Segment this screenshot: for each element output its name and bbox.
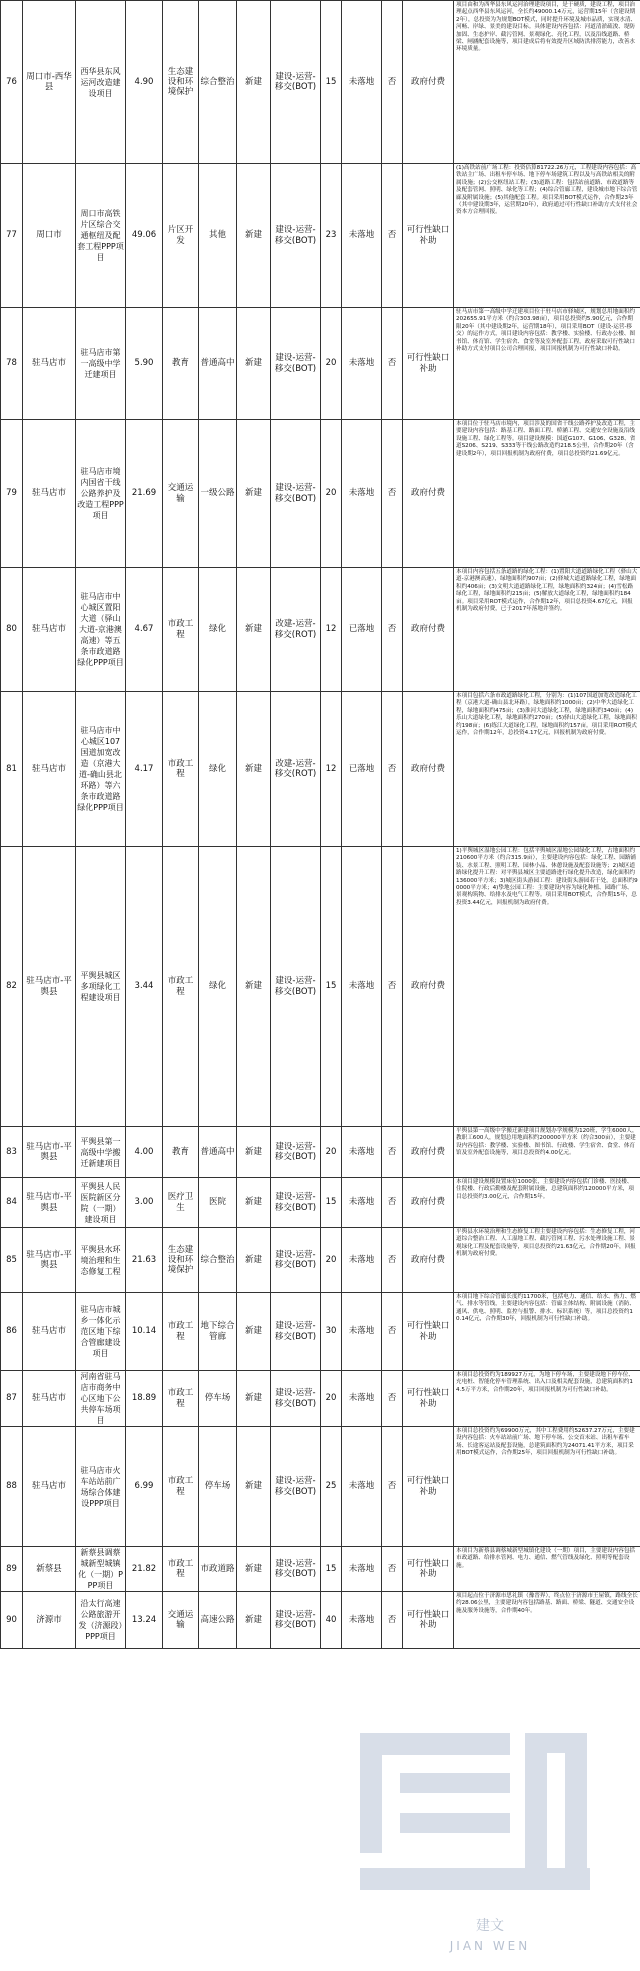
investment-cell: 3.44 xyxy=(126,847,163,1127)
payment-mechanism-cell: 政府付费 xyxy=(403,568,454,692)
state-owned-cell: 否 xyxy=(382,164,403,308)
state-owned-cell: 否 xyxy=(382,1228,403,1293)
field-cell: 市政工程 xyxy=(163,1547,199,1592)
row-number: 79 xyxy=(1,420,23,568)
cooperation-years-cell: 20 xyxy=(321,420,342,568)
landing-status-cell: 已落地 xyxy=(342,568,382,692)
payment-mechanism-cell: 可行性缺口补助 xyxy=(403,164,454,308)
table-row xyxy=(1,1427,640,1547)
cooperation-years-cell: 20 xyxy=(321,1127,342,1178)
state-owned-cell: 否 xyxy=(382,1547,403,1592)
cooperation-years-cell: 30 xyxy=(321,1293,342,1371)
cooperation-years-cell: 15 xyxy=(321,1178,342,1228)
state-owned-cell: 否 xyxy=(382,1178,403,1228)
payment-mechanism-cell: 政府付费 xyxy=(403,692,454,847)
field-cell: 市政工程 xyxy=(163,847,199,1127)
row-number: 85 xyxy=(1,1228,23,1293)
project-name-cell: 平舆县城区多项绿化工程建设项目 xyxy=(76,847,126,1127)
project-description-cell: 本项目位于驻马店市境内，项目涉及的国省干线公路养护及改造工程，主要建设内容包括：路基工程、路面工程、桥涵工程、交通安全设施及沿线设施工程、绿化工程等。项目建设规模：国道G107、G106、G328、省道S206、S219、S333等干线公路改造约218.5公里，合作期20年（含建设期2年），项目回报机制为政府付费，项目总投资约21.69亿元。 xyxy=(454,420,640,568)
project-name-cell: 平舆县人民医院新区分院（一期）建设项目 xyxy=(76,1178,126,1228)
field-cell: 医疗卫生 xyxy=(163,1178,199,1228)
operation-mode-cell: 建设-运营-移交(BOT) xyxy=(271,1371,321,1427)
project-description-cell: 驻马店市第一高级中学迁建项目位于驻马店市驿城区，规划总用地面积约202655.91平方米（约合303.98亩），项目总投资约5.90亿元，合作期限20年（其中建设期2年，运营期18年），项目采用BOT（建设-运营-移交）的运作方式，项目建设内容包括：教学楼、实验楼、行政办公楼、图书馆、体育馆、学生宿舍、食堂等及室外配套工程，政府采取可行性缺口补助方式支付项目公司合理回报，项目回报机制为可行性缺口补助。 xyxy=(454,308,640,420)
payment-mechanism-cell: 可行性缺口补助 xyxy=(403,308,454,420)
project-description-cell: 本项目总投资约为189927万元，为地下停车场，主要建设地下停车位、充电桩、智能化停车管理系统、出入口及相关配套设施，总建筑面积约14.5万平方米，合作期20年，项目回报机制为可行性缺口补助。 xyxy=(454,1371,640,1427)
city-cell: 新蔡县 xyxy=(23,1547,76,1592)
project-type-cell: 新建 xyxy=(237,1293,271,1371)
subfield-cell: 其他 xyxy=(199,164,237,308)
subfield-cell: 绿化 xyxy=(199,568,237,692)
state-owned-cell: 否 xyxy=(382,1427,403,1547)
operation-mode-cell: 建设-运营-移交(BOT) xyxy=(271,1293,321,1371)
operation-mode-cell: 建设-运营-移交(BOT) xyxy=(271,420,321,568)
table-row xyxy=(1,1592,640,1649)
field-cell: 生态建设和环境保护 xyxy=(163,1,199,164)
subfield-cell: 停车场 xyxy=(199,1427,237,1547)
row-number: 77 xyxy=(1,164,23,308)
operation-mode-cell: 建设-运营-移交(BOT) xyxy=(271,1127,321,1178)
watermark-subtext: JIAN WEN xyxy=(449,1939,531,1953)
city-cell: 驻马店市-平舆县 xyxy=(23,1228,76,1293)
project-type-cell: 新建 xyxy=(237,1228,271,1293)
investment-cell: 3.00 xyxy=(126,1178,163,1228)
landing-status-cell: 未落地 xyxy=(342,847,382,1127)
payment-mechanism-cell: 政府付费 xyxy=(403,1178,454,1228)
cooperation-years-cell: 15 xyxy=(321,1547,342,1592)
subfield-cell: 停车场 xyxy=(199,1371,237,1427)
project-name-cell: 驻马店市第一高级中学迁建项目 xyxy=(76,308,126,420)
subfield-cell: 普通高中 xyxy=(199,308,237,420)
row-number: 82 xyxy=(1,847,23,1127)
table-row xyxy=(1,847,640,1127)
project-type-cell: 新建 xyxy=(237,1547,271,1592)
table-row xyxy=(1,164,640,308)
field-cell: 生态建设和环境保护 xyxy=(163,1228,199,1293)
table-row xyxy=(1,1371,640,1427)
cooperation-years-cell: 40 xyxy=(321,1592,342,1649)
investment-cell: 49.06 xyxy=(126,164,163,308)
operation-mode-cell: 建设-运营-移交(BOT) xyxy=(271,1427,321,1547)
city-cell: 驻马店市 xyxy=(23,308,76,420)
project-name-cell: 西华县东风运河改造建设项目 xyxy=(76,1,126,164)
state-owned-cell: 否 xyxy=(382,1293,403,1371)
landing-status-cell: 未落地 xyxy=(342,308,382,420)
state-owned-cell: 否 xyxy=(382,1371,403,1427)
project-name-cell: 新蔡县调蔡城新型城镇化（一期）PPP项目 xyxy=(76,1547,126,1592)
state-owned-cell: 否 xyxy=(382,1,403,164)
field-cell: 交通运输 xyxy=(163,420,199,568)
row-number: 78 xyxy=(1,308,23,420)
project-type-cell: 新建 xyxy=(237,420,271,568)
project-name-cell: 驻马店市中心城区置阳大道（驿山大道-京港澳高速）等五条市政道路绿化PPP项目 xyxy=(76,568,126,692)
landing-status-cell: 未落地 xyxy=(342,164,382,308)
project-name-cell: 河南省驻马店市商务中心区地下公共停车场项目 xyxy=(76,1371,126,1427)
row-number: 80 xyxy=(1,568,23,692)
operation-mode-cell: 建设-运营-移交(BOT) xyxy=(271,847,321,1127)
cooperation-years-cell: 12 xyxy=(321,692,342,847)
row-number: 83 xyxy=(1,1127,23,1178)
city-cell: 驻马店市 xyxy=(23,1371,76,1427)
investment-cell: 4.17 xyxy=(126,692,163,847)
city-cell: 济源市 xyxy=(23,1592,76,1649)
subfield-cell: 综合整治 xyxy=(199,1228,237,1293)
row-number: 88 xyxy=(1,1427,23,1547)
payment-mechanism-cell: 可行性缺口补助 xyxy=(403,1547,454,1592)
investment-cell: 21.69 xyxy=(126,420,163,568)
project-type-cell: 新建 xyxy=(237,164,271,308)
landing-status-cell: 未落地 xyxy=(342,1427,382,1547)
subfield-cell: 医院 xyxy=(199,1178,237,1228)
payment-mechanism-cell: 政府付费 xyxy=(403,1228,454,1293)
city-cell: 周口市 xyxy=(23,164,76,308)
project-type-cell: 新建 xyxy=(237,847,271,1127)
subfield-cell: 普通高中 xyxy=(199,1127,237,1178)
city-cell: 驻马店市-平舆县 xyxy=(23,1178,76,1228)
payment-mechanism-cell: 可行性缺口补助 xyxy=(403,1293,454,1371)
project-type-cell: 新建 xyxy=(237,1592,271,1649)
table-row xyxy=(1,1547,640,1592)
project-name-cell: 沿太行高速公路旅游开发（济源段）PPP项目 xyxy=(76,1592,126,1649)
field-cell: 交通运输 xyxy=(163,1592,199,1649)
operation-mode-cell: 建设-运营-移交(BOT) xyxy=(271,1178,321,1228)
project-description-cell: 本项目包括六条市政道路绿化工程，分别为：(1)107国道加宽改造绿化工程（京港大道-确山县北环路），绿地面积约1000亩；(2)中华大道绿化工程，绿地面积约475亩；(3)淮河大道绿化工程，绿地面积约340亩；(4)乐山大道绿化工程，绿地面积约270亩；(5)驿山大道绿化工程，绿地面积约198亩；(6)练江大道绿化工程，绿地面积约157亩。项目采用ROT模式运作，合作期12年，总投资4.17亿元，回报机制为政府付费。 xyxy=(454,692,640,847)
operation-mode-cell: 改建-运营-移交(ROT) xyxy=(271,568,321,692)
table-row xyxy=(1,568,640,692)
landing-status-cell: 已落地 xyxy=(342,692,382,847)
project-description-cell: 项目由和为西华县东风运河治理建设项目，是于硬质，建设工程，项目治理起点西华县东风运河，全长约49000.14万元，运营期15年（含建设期2年），总投资为为规划BOT模式，同时提升环境及城市品质，实现水清、河畅、岸绿、景美的建设目标。具体建设内容包括：河道清淤疏浚、堤防加固、生态护岸、截污管网、景观绿化、亮化工程，以及沿线道路、桥梁、闸涵配套设施等，项目建成后将有效提升区域防洪排涝能力，改善水环境质量。 xyxy=(454,1,640,164)
field-cell: 教育 xyxy=(163,308,199,420)
landing-status-cell: 未落地 xyxy=(342,420,382,568)
field-cell: 教育 xyxy=(163,1127,199,1178)
table-row xyxy=(1,1127,640,1178)
state-owned-cell: 否 xyxy=(382,1127,403,1178)
landing-status-cell: 未落地 xyxy=(342,1371,382,1427)
row-number: 87 xyxy=(1,1371,23,1427)
city-cell: 驻马店市 xyxy=(23,1293,76,1371)
table-row xyxy=(1,1,640,164)
project-description-cell: 本项目为新蔡县调蔡城新型城镇化建设（一期）项目，主要建设内容包括市政道路、给排水管网、电力、通信、燃气管线及绿化、照明等配套设施。 xyxy=(454,1547,640,1592)
payment-mechanism-cell: 可行性缺口补助 xyxy=(403,1427,454,1547)
field-cell: 市政工程 xyxy=(163,1293,199,1371)
subfield-cell: 综合整治 xyxy=(199,1,237,164)
subfield-cell: 市政道路 xyxy=(199,1547,237,1592)
project-name-cell: 驻马店市火车站站前广场综合体建设PPP项目 xyxy=(76,1427,126,1547)
field-cell: 市政工程 xyxy=(163,1427,199,1547)
table-row xyxy=(1,1228,640,1293)
investment-cell: 13.24 xyxy=(126,1592,163,1649)
subfield-cell: 绿化 xyxy=(199,847,237,1127)
operation-mode-cell: 改建-运营-移交(ROT) xyxy=(271,692,321,847)
state-owned-cell: 否 xyxy=(382,692,403,847)
field-cell: 片区开发 xyxy=(163,164,199,308)
city-cell: 驻马店市 xyxy=(23,1427,76,1547)
state-owned-cell: 否 xyxy=(382,308,403,420)
landing-status-cell: 未落地 xyxy=(342,1547,382,1592)
project-description-cell: 平舆县第一高级中学搬迁新建项目规划办学规模为120班，学生6000人，教职工600人，规划总用地面积约200000平方米（约合300亩），主要建设内容包括：教学楼、实验楼、图书馆、行政楼、学生宿舍、食堂、体育馆及室外配套设施等，项目总投资约4.00亿元。 xyxy=(454,1127,640,1178)
investment-cell: 4.90 xyxy=(126,1,163,164)
row-number: 76 xyxy=(1,1,23,164)
city-cell: 周口市-西华县 xyxy=(23,1,76,164)
subfield-cell: 高速公路 xyxy=(199,1592,237,1649)
investment-cell: 4.00 xyxy=(126,1127,163,1178)
state-owned-cell: 否 xyxy=(382,1592,403,1649)
investment-cell: 21.63 xyxy=(126,1228,163,1293)
table-row xyxy=(1,308,640,420)
state-owned-cell: 否 xyxy=(382,420,403,568)
project-type-cell: 新建 xyxy=(237,1427,271,1547)
project-type-cell: 新建 xyxy=(237,1127,271,1178)
row-number: 84 xyxy=(1,1178,23,1228)
project-description-cell: 本项目地下综合管廊长度约11700米，包括电力、通信、给水、热力、燃气、排水等管线，主要建设内容包括：管廊主体结构、附属设施（消防、通风、供电、照明、监控与报警、排水、标识系统）等，项目总投资约10.14亿元，合作期30年，回报机制为可行性缺口补助。 xyxy=(454,1293,640,1371)
project-description-cell: 平舆县水环境治理和生态修复工程主要建设内容包括：生态修复工程，河道综合整治工程、人工湿地工程、截污管网工程、污水处理设施工程、景观绿化工程及配套设施等，项目总投资约21.63亿元，合作期20年，回报机制为政府付费。 xyxy=(454,1228,640,1293)
project-type-cell: 新建 xyxy=(237,692,271,847)
investment-cell: 21.82 xyxy=(126,1547,163,1592)
payment-mechanism-cell: 政府付费 xyxy=(403,1127,454,1178)
city-cell: 驻马店市-平舆县 xyxy=(23,847,76,1127)
landing-status-cell: 未落地 xyxy=(342,1178,382,1228)
table-row xyxy=(1,1293,640,1371)
cooperation-years-cell: 25 xyxy=(321,1427,342,1547)
cooperation-years-cell: 23 xyxy=(321,164,342,308)
payment-mechanism-cell: 政府付费 xyxy=(403,1,454,164)
project-name-cell: 驻马店市境内国省干线公路养护及改造工程PPP项目 xyxy=(76,420,126,568)
city-cell: 驻马店市 xyxy=(23,420,76,568)
investment-cell: 6.99 xyxy=(126,1427,163,1547)
project-name-cell: 周口市高铁片区综合交通枢纽及配套工程PPP项目 xyxy=(76,164,126,308)
landing-status-cell: 未落地 xyxy=(342,1228,382,1293)
row-number: 81 xyxy=(1,692,23,847)
payment-mechanism-cell: 政府付费 xyxy=(403,420,454,568)
project-name-cell: 平舆县水环境治理和生态修复工程 xyxy=(76,1228,126,1293)
project-description-cell: 本项目建设规模设置床位1000张，主要建设内容包括门诊楼、医技楼、住院楼、行政后勤楼及配套附属设施，总建筑面积约120000平方米，项目总投资约3.00亿元，合作期15年。 xyxy=(454,1178,640,1228)
table-row xyxy=(1,1178,640,1228)
watermark-logo xyxy=(340,1718,640,1958)
field-cell: 市政工程 xyxy=(163,568,199,692)
cooperation-years-cell: 20 xyxy=(321,308,342,420)
payment-mechanism-cell: 可行性缺口补助 xyxy=(403,1592,454,1649)
project-type-cell: 新建 xyxy=(237,308,271,420)
operation-mode-cell: 建设-运营-移交(BOT) xyxy=(271,1547,321,1592)
project-description-cell: 1)平舆城区湿地公园工程：包括平舆城区湿地公园绿化工程，占地面积约210600平方米（约合315.9亩），主要建设内容包括：绿化工程、园路铺装、水景工程、照明工程、园林小品、休憩设施及配套设施等；2)城区道路绿化提升工程：对平舆县城区主要道路进行绿化提升改造，绿化面积约136000平方米；3)城区街头游园工程：建设街头游园若干处，总面积约90000平方米；4)挚地公园工程：主要建设内容为绿化种植、园路广场、景观构筑物、给排水及电气工程等。项目采用BOT模式，合作期15年，总投资3.44亿元，回报机制为政府付费。 xyxy=(454,847,640,1127)
state-owned-cell: 否 xyxy=(382,568,403,692)
project-name-cell: 平舆县第一高级中学搬迁新建项目 xyxy=(76,1127,126,1178)
project-name-cell: 驻马店市中心城区107国道加宽改造（京港大道-确山县北环路）等六条市政道路绿化PPP项目 xyxy=(76,692,126,847)
project-type-cell: 新建 xyxy=(237,1,271,164)
field-cell: 市政工程 xyxy=(163,692,199,847)
landing-status-cell: 未落地 xyxy=(342,1293,382,1371)
operation-mode-cell: 建设-运营-移交(BOT) xyxy=(271,1228,321,1293)
state-owned-cell: 否 xyxy=(382,847,403,1127)
investment-cell: 5.90 xyxy=(126,308,163,420)
project-type-cell: 新建 xyxy=(237,1371,271,1427)
cooperation-years-cell: 15 xyxy=(321,1,342,164)
project-description-cell: 本项目总投资约为69900万元，其中工程费用约52637.27万元，主要建设内容包括：火车站站前广场、地下停车场、公交首末站、出租车蓄车场、长途客运站及配套设施，总建筑面积约为24071.41平方米，项目采用BOT模式运作，合作期25年，项目回报机制为可行性缺口补助。 xyxy=(454,1427,640,1547)
table-row xyxy=(1,692,640,847)
city-cell: 驻马店市 xyxy=(23,568,76,692)
table-row xyxy=(1,420,640,568)
table-body xyxy=(1,1,640,1649)
subfield-cell: 地下综合管廊 xyxy=(199,1293,237,1371)
landing-status-cell: 未落地 xyxy=(342,1127,382,1178)
operation-mode-cell: 建设-运营-移交(BOT) xyxy=(271,1592,321,1649)
subfield-cell: 一级公路 xyxy=(199,420,237,568)
cooperation-years-cell: 12 xyxy=(321,568,342,692)
row-number: 86 xyxy=(1,1293,23,1371)
city-cell: 驻马店市-平舆县 xyxy=(23,1127,76,1178)
cooperation-years-cell: 20 xyxy=(321,1371,342,1427)
row-number: 89 xyxy=(1,1547,23,1592)
project-type-cell: 新建 xyxy=(237,568,271,692)
operation-mode-cell: 建设-运营-移交(BOT) xyxy=(271,164,321,308)
project-description-cell: (1)高铁站前广场工程：投资估算81722.26万元，工程建设内容包括：高铁站主广场、出租车停车场、地下停车场建筑工程以及与高铁站相关的附属设施；(2)公交枢纽站工程；(3)道路工程：包括站前道路、市政道路等及配套管网、照明、绿化等工程；(4)综合管廊工程，建设城市地下综合管廊及附属设施；(5)其他配套工程。项目采用BOT模式运作，合作期23年（其中建设期3年，运营期20年），政府通过可行性缺口补助方式支付社会资本方合理回报。 xyxy=(454,164,640,308)
investment-cell: 10.14 xyxy=(126,1293,163,1371)
project-type-cell: 新建 xyxy=(237,1178,271,1228)
landing-status-cell: 未落地 xyxy=(342,1592,382,1649)
cooperation-years-cell: 20 xyxy=(321,1228,342,1293)
operation-mode-cell: 建设-运营-移交(BOT) xyxy=(271,308,321,420)
investment-cell: 4.67 xyxy=(126,568,163,692)
payment-mechanism-cell: 政府付费 xyxy=(403,847,454,1127)
cooperation-years-cell: 15 xyxy=(321,847,342,1127)
subfield-cell: 绿化 xyxy=(199,692,237,847)
investment-cell: 18.89 xyxy=(126,1371,163,1427)
payment-mechanism-cell: 可行性缺口补助 xyxy=(403,1371,454,1427)
watermark-text: 建文 xyxy=(476,1918,504,1934)
operation-mode-cell: 建设-运营-移交(BOT) xyxy=(271,1,321,164)
project-name-cell: 驻马店市城乡一体化示范区地下综合管廊建设项目 xyxy=(76,1293,126,1371)
city-cell: 驻马店市 xyxy=(23,692,76,847)
project-description-cell: 项目起点位于济源市思礼镇（豫晋界），终点位于济源市王屋镇，路线全长约28.06公里，主要建设内容包括路基、路面、桥梁、隧道、交通安全设施及服务设施等，合作期40年。 xyxy=(454,1592,640,1649)
landing-status-cell: 未落地 xyxy=(342,1,382,164)
row-number: 90 xyxy=(1,1592,23,1649)
field-cell: 市政工程 xyxy=(163,1371,199,1427)
project-description-cell: 本项目内容包括五条道路的绿化工程：(1)置阳大道道路绿化工程（驿山大道-京港澳高速），绿地面积约907亩；(2)驿城大道道路绿化工程，绿地面积约406亩；(3)文明大道道路绿化工程，绿地面积约324亩；(4)雪松路绿化工程，绿地面积约215亩；(5)解放大道绿化工程，绿地面积约184亩。项目采用ROT模式运作，合作期12年，项目总投资4.67亿元，回报机制为政府付费，已于2017年落地并签约。 xyxy=(454,568,640,692)
